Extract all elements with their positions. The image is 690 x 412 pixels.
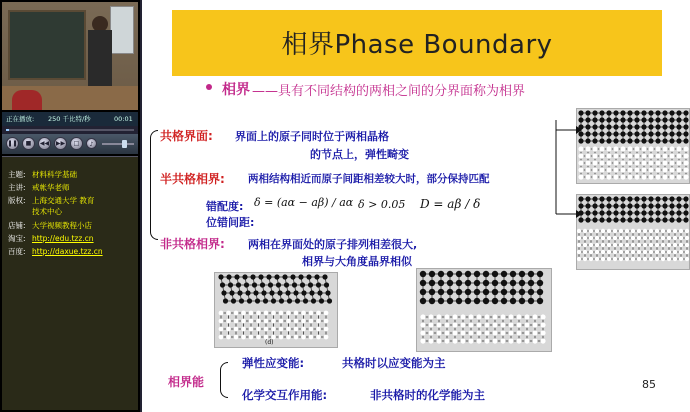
semicoherent-lattice-figure — [576, 194, 690, 270]
info-taobao: 淘宝: http://edu.tzz.cn — [8, 234, 94, 243]
taobao-link[interactable]: http://edu.tzz.cn — [32, 234, 94, 243]
stop-button[interactable]: ■ — [22, 137, 35, 150]
volume-knob[interactable] — [122, 140, 127, 148]
window — [110, 6, 134, 54]
volume-slider[interactable] — [102, 143, 134, 145]
incoherent-lattice-figure-left — [214, 272, 338, 348]
category-brace — [150, 130, 158, 240]
misfit-condition: δ > 0.05 — [358, 198, 406, 211]
dislocation-formula: D = aβ / δ — [420, 197, 481, 211]
coherent-lattice-svg — [577, 109, 689, 183]
pointer-arrows — [552, 120, 582, 220]
student — [12, 90, 42, 110]
misfit-formula: δ = (aα − aβ) / aα — [254, 196, 354, 209]
semi-coherent-desc: 两相结构相近而原子间距相差较大时，部分保持匹配 — [248, 173, 490, 185]
info-lecturer: 主讲: 戒帐华老师 — [8, 183, 70, 192]
status-label: 正在播放: — [6, 115, 35, 123]
figure-caption: (d) — [265, 339, 274, 346]
incoherent-lattice-figure-right — [416, 268, 552, 352]
coherent-desc-2: 的节点上，弹性畸变 — [310, 148, 409, 161]
semicoherent-lattice-svg — [577, 195, 689, 269]
status-bar — [2, 112, 138, 126]
slide-title: 相界Phase Boundary — [281, 30, 553, 60]
elastic-label: 弹性应变能: — [242, 356, 305, 370]
energy-label: 相界能 — [168, 375, 205, 389]
incoherent-desc-2: 相界与大角度晶界相似 — [302, 255, 412, 268]
incoherent-desc-1: 两相在界面处的原子排列相差很大, — [248, 238, 418, 251]
seek-fill — [6, 129, 9, 131]
chemical-desc: 非共格时的化学能为主 — [370, 388, 485, 402]
bitrate: 250 千比特/秒 — [48, 115, 91, 123]
seek-track[interactable] — [6, 129, 134, 131]
info-baidu: 百度: http://daxue.tzz.cn — [8, 247, 103, 256]
info-topic: 主题: 材料科学基础 — [8, 170, 77, 179]
chemical-label: 化学交互作用能: — [242, 388, 328, 402]
info-copyright: 版权: 上海交通大学 教育 — [8, 196, 95, 205]
speaker-icon[interactable]: ♪ — [86, 138, 97, 149]
coherent-desc-1: 界面上的原子同时位于两相晶格 — [235, 130, 389, 143]
incoherent-lattice-svg-right — [417, 269, 551, 351]
info-shop: 店铺: 大学视频教程小店 — [8, 221, 92, 230]
bullet-term: 相界 — [222, 82, 250, 98]
video-frame[interactable] — [2, 2, 138, 110]
video-player-panel — [0, 0, 140, 412]
incoherent-lattice-svg-left — [215, 273, 337, 347]
time-readout: 00:01 — [114, 115, 133, 123]
dislocation-label: 位错间距: — [206, 216, 255, 229]
energy-brace — [220, 362, 228, 398]
lecturer-body — [88, 30, 112, 86]
course-info — [2, 156, 138, 410]
coherent-label: 共格界面: — [160, 129, 213, 143]
seek-bar[interactable] — [2, 126, 138, 134]
coherent-lattice-figure — [576, 108, 690, 184]
bullet-definition: ——具有不同结构的两相之间的分界面称为相界 — [252, 84, 526, 99]
info-copyright-line2: 技术中心 — [32, 207, 62, 216]
lecture-slide — [140, 0, 690, 412]
semi-coherent-label: 半共格相界: — [160, 172, 225, 186]
previous-button[interactable]: ◀◀ — [38, 137, 51, 150]
elastic-desc: 共格时以应变能为主 — [342, 356, 446, 370]
pause-button[interactable]: ❚❚ — [6, 137, 19, 150]
fullscreen-button[interactable]: □ — [70, 137, 83, 150]
bullet-dot — [206, 84, 212, 90]
misfit-label: 错配度: — [206, 200, 244, 213]
page-number: 85 — [642, 378, 656, 391]
title-banner — [172, 10, 662, 76]
player-controls — [2, 134, 138, 154]
incoherent-label: 非共格相界: — [160, 237, 225, 251]
baidu-link[interactable]: http://daxue.tzz.cn — [32, 247, 103, 256]
blackboard — [8, 10, 86, 80]
next-button[interactable]: ▶▶ — [54, 137, 67, 150]
